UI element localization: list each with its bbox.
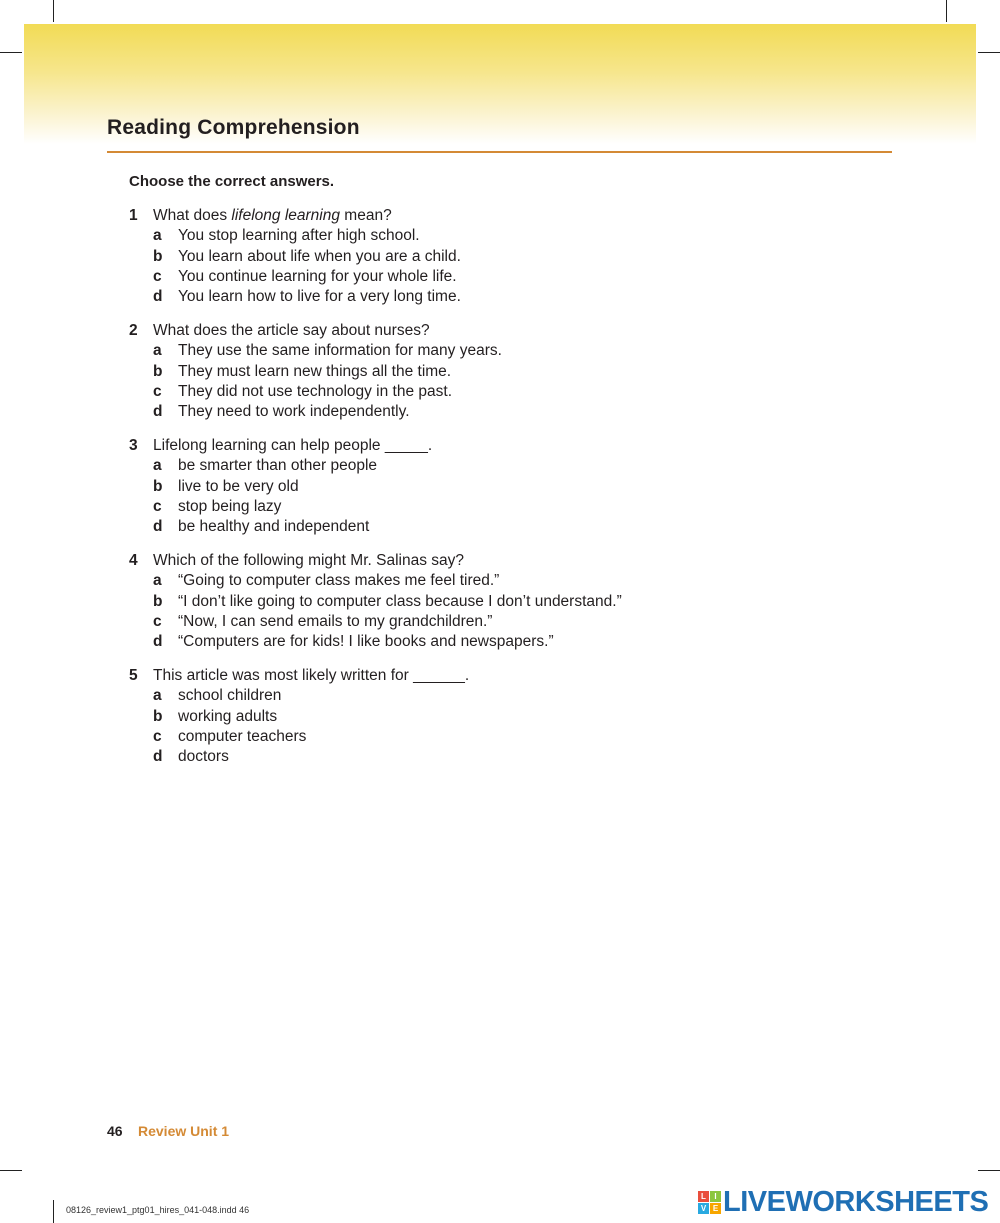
logo-tile: E: [710, 1203, 721, 1214]
option-text: “Now, I can send emails to my grandchildren.”: [178, 612, 493, 630]
option-letter: a: [153, 687, 162, 705]
option-letter: a: [153, 227, 162, 245]
question-text: This article was most likely written for ______.: [153, 666, 470, 684]
option-letter: b: [153, 477, 163, 495]
crop-mark: [0, 52, 22, 53]
option-text: You stop learning after high school.: [178, 227, 420, 245]
answer-option[interactable]: [129, 727, 829, 747]
answer-option[interactable]: [129, 632, 829, 652]
option-letter: b: [153, 592, 163, 610]
crop-mark: [946, 0, 947, 22]
question-text: Which of the following might Mr. Salinas say?: [153, 551, 464, 569]
question-list: [129, 206, 829, 781]
page-number: 46: [107, 1123, 123, 1139]
question-number: 5: [129, 666, 138, 684]
answer-option[interactable]: [129, 287, 829, 307]
crop-mark: [978, 52, 1000, 53]
unit-label: Review Unit 1: [138, 1123, 230, 1139]
option-text: They did not use technology in the past.: [178, 382, 453, 400]
question-number: 3: [129, 436, 138, 454]
option-letter: a: [153, 572, 162, 590]
answer-option[interactable]: [129, 592, 829, 612]
question-stem: [129, 551, 829, 571]
answer-option[interactable]: [129, 686, 829, 706]
crop-mark: [53, 1200, 54, 1223]
option-text: They must learn new things all the time.: [178, 362, 452, 380]
option-letter: c: [153, 267, 162, 285]
option-text: “Computers are for kids! I like books and newspapers.”: [178, 633, 554, 651]
question-item: [129, 206, 829, 307]
question-number: 1: [129, 207, 138, 224]
logo-mark-icon: [698, 1191, 721, 1214]
question-number: 4: [129, 551, 138, 569]
question-text-end: mean?: [339, 207, 392, 224]
answer-option[interactable]: [129, 571, 829, 591]
question-item: [129, 321, 829, 422]
option-text: They need to work independently.: [178, 403, 410, 421]
question-stem: [129, 666, 829, 686]
question-text: What does the article say about nurses?: [153, 321, 430, 339]
option-letter: b: [153, 362, 163, 380]
logo-text: LIVEWORKSHEETS: [723, 1185, 989, 1218]
title-rule: [107, 151, 892, 153]
option-letter: d: [153, 748, 163, 766]
answer-option[interactable]: [129, 226, 829, 246]
question-number: 2: [129, 321, 138, 339]
option-letter: d: [153, 633, 163, 651]
option-text: be smarter than other people: [178, 457, 378, 475]
option-text: You learn about life when you are a child.: [178, 247, 461, 265]
question-item: [129, 666, 829, 767]
option-letter: c: [153, 727, 162, 745]
option-text: You continue learning for your whole life.: [178, 267, 457, 285]
option-letter: d: [153, 403, 163, 421]
answer-option[interactable]: [129, 247, 829, 267]
option-text: live to be very old: [178, 477, 299, 495]
option-letter: c: [153, 497, 162, 515]
option-text: You learn how to live for a very long time.: [178, 288, 461, 306]
answer-option[interactable]: [129, 402, 829, 422]
answer-option[interactable]: [129, 497, 829, 517]
answer-option[interactable]: [129, 707, 829, 727]
question-item: [129, 551, 829, 652]
question-item: [129, 436, 829, 537]
answer-option[interactable]: [129, 517, 829, 537]
option-text: be healthy and independent: [178, 518, 370, 536]
option-text: stop being lazy: [178, 497, 282, 515]
file-slug: 08126_review1_ptg01_hires_041-048.indd 46: [66, 1205, 250, 1215]
answer-option[interactable]: [129, 267, 829, 287]
answer-option[interactable]: [129, 612, 829, 632]
answer-option[interactable]: [129, 456, 829, 476]
answer-option[interactable]: [129, 382, 829, 402]
question-term: lifelong learning: [231, 207, 340, 224]
option-letter: a: [153, 342, 162, 360]
question-stem: [129, 321, 829, 341]
instruction: Choose the correct answers.: [129, 173, 335, 190]
option-letter: c: [153, 612, 162, 630]
crop-mark: [53, 0, 54, 22]
option-text: working adults: [178, 707, 278, 725]
option-letter: b: [153, 247, 163, 265]
answer-option[interactable]: [129, 747, 829, 767]
option-text: “Going to computer class makes me feel tired.”: [178, 572, 500, 590]
question-text: Lifelong learning can help people _____.: [153, 436, 433, 454]
liveworksheets-logo: [698, 1184, 988, 1220]
answer-option[interactable]: [129, 341, 829, 361]
option-letter: d: [153, 518, 163, 536]
crop-mark: [978, 1170, 1000, 1171]
question-stem: [129, 206, 829, 226]
option-text: computer teachers: [178, 727, 307, 745]
question-stem: [129, 436, 829, 456]
crop-mark: [0, 1170, 22, 1171]
logo-tile: V: [698, 1203, 709, 1214]
logo-tile: L: [698, 1191, 709, 1202]
option-text: They use the same information for many years.: [178, 342, 502, 360]
option-text: “I don’t like going to computer class because I don’t understand.”: [178, 592, 622, 610]
answer-option[interactable]: [129, 362, 829, 382]
section-title: Reading Comprehension: [107, 116, 360, 139]
answer-option[interactable]: [129, 477, 829, 497]
option-letter: a: [153, 457, 162, 475]
question-text: What does: [153, 207, 232, 224]
option-letter: d: [153, 288, 163, 306]
logo-tile: I: [710, 1191, 721, 1202]
option-text: doctors: [178, 748, 229, 766]
option-text: school children: [178, 687, 282, 705]
option-letter: b: [153, 707, 163, 725]
option-letter: c: [153, 382, 162, 400]
